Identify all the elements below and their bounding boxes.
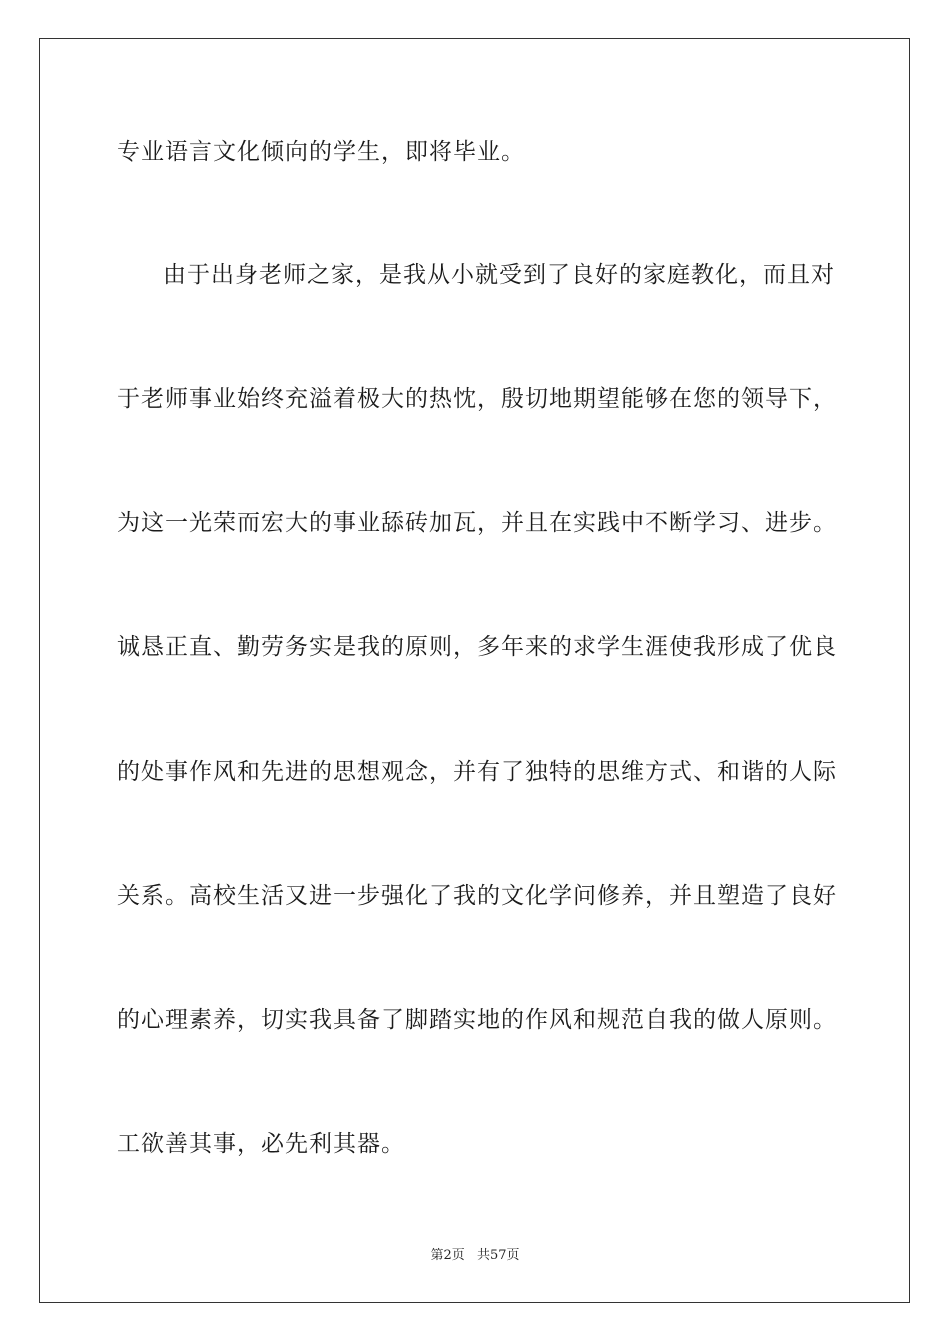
body-line-4: 为这一光荣而宏大的事业舔砖加瓦，并且在实践中不断学习、进步。 [117, 510, 837, 536]
total-pages-label: 共57页 [476, 1248, 520, 1263]
body-line-6: 的处事作风和先进的思想观念，并有了独特的思维方式、和谐的人际 [117, 759, 837, 785]
body-line-7: 关系。高校生活又进一步强化了我的文化学问修养，并且塑造了良好 [117, 883, 837, 909]
page-border [39, 38, 910, 1303]
body-line-5: 诚恳正直、勤劳务实是我的原则，多年来的求学生涯使我形成了优良 [117, 634, 837, 660]
body-line-9: 工欲善其事，必先利其器。 [117, 1131, 405, 1157]
page-footer [0, 1247, 950, 1265]
body-line-3: 于老师事业始终充溢着极大的热忱，殷切地期望能够在您的领导下， [117, 386, 837, 412]
current-page-label: 第2页 [430, 1248, 465, 1263]
body-line-1: 专业语言文化倾向的学生，即将毕业。 [117, 139, 525, 165]
body-line-8: 的心理素养，切实我具备了脚踏实地的作风和规范自我的做人原则。 [117, 1007, 837, 1033]
body-line-2: 由于出身老师之家，是我从小就受到了良好的家庭教化，而且对 [163, 262, 835, 288]
